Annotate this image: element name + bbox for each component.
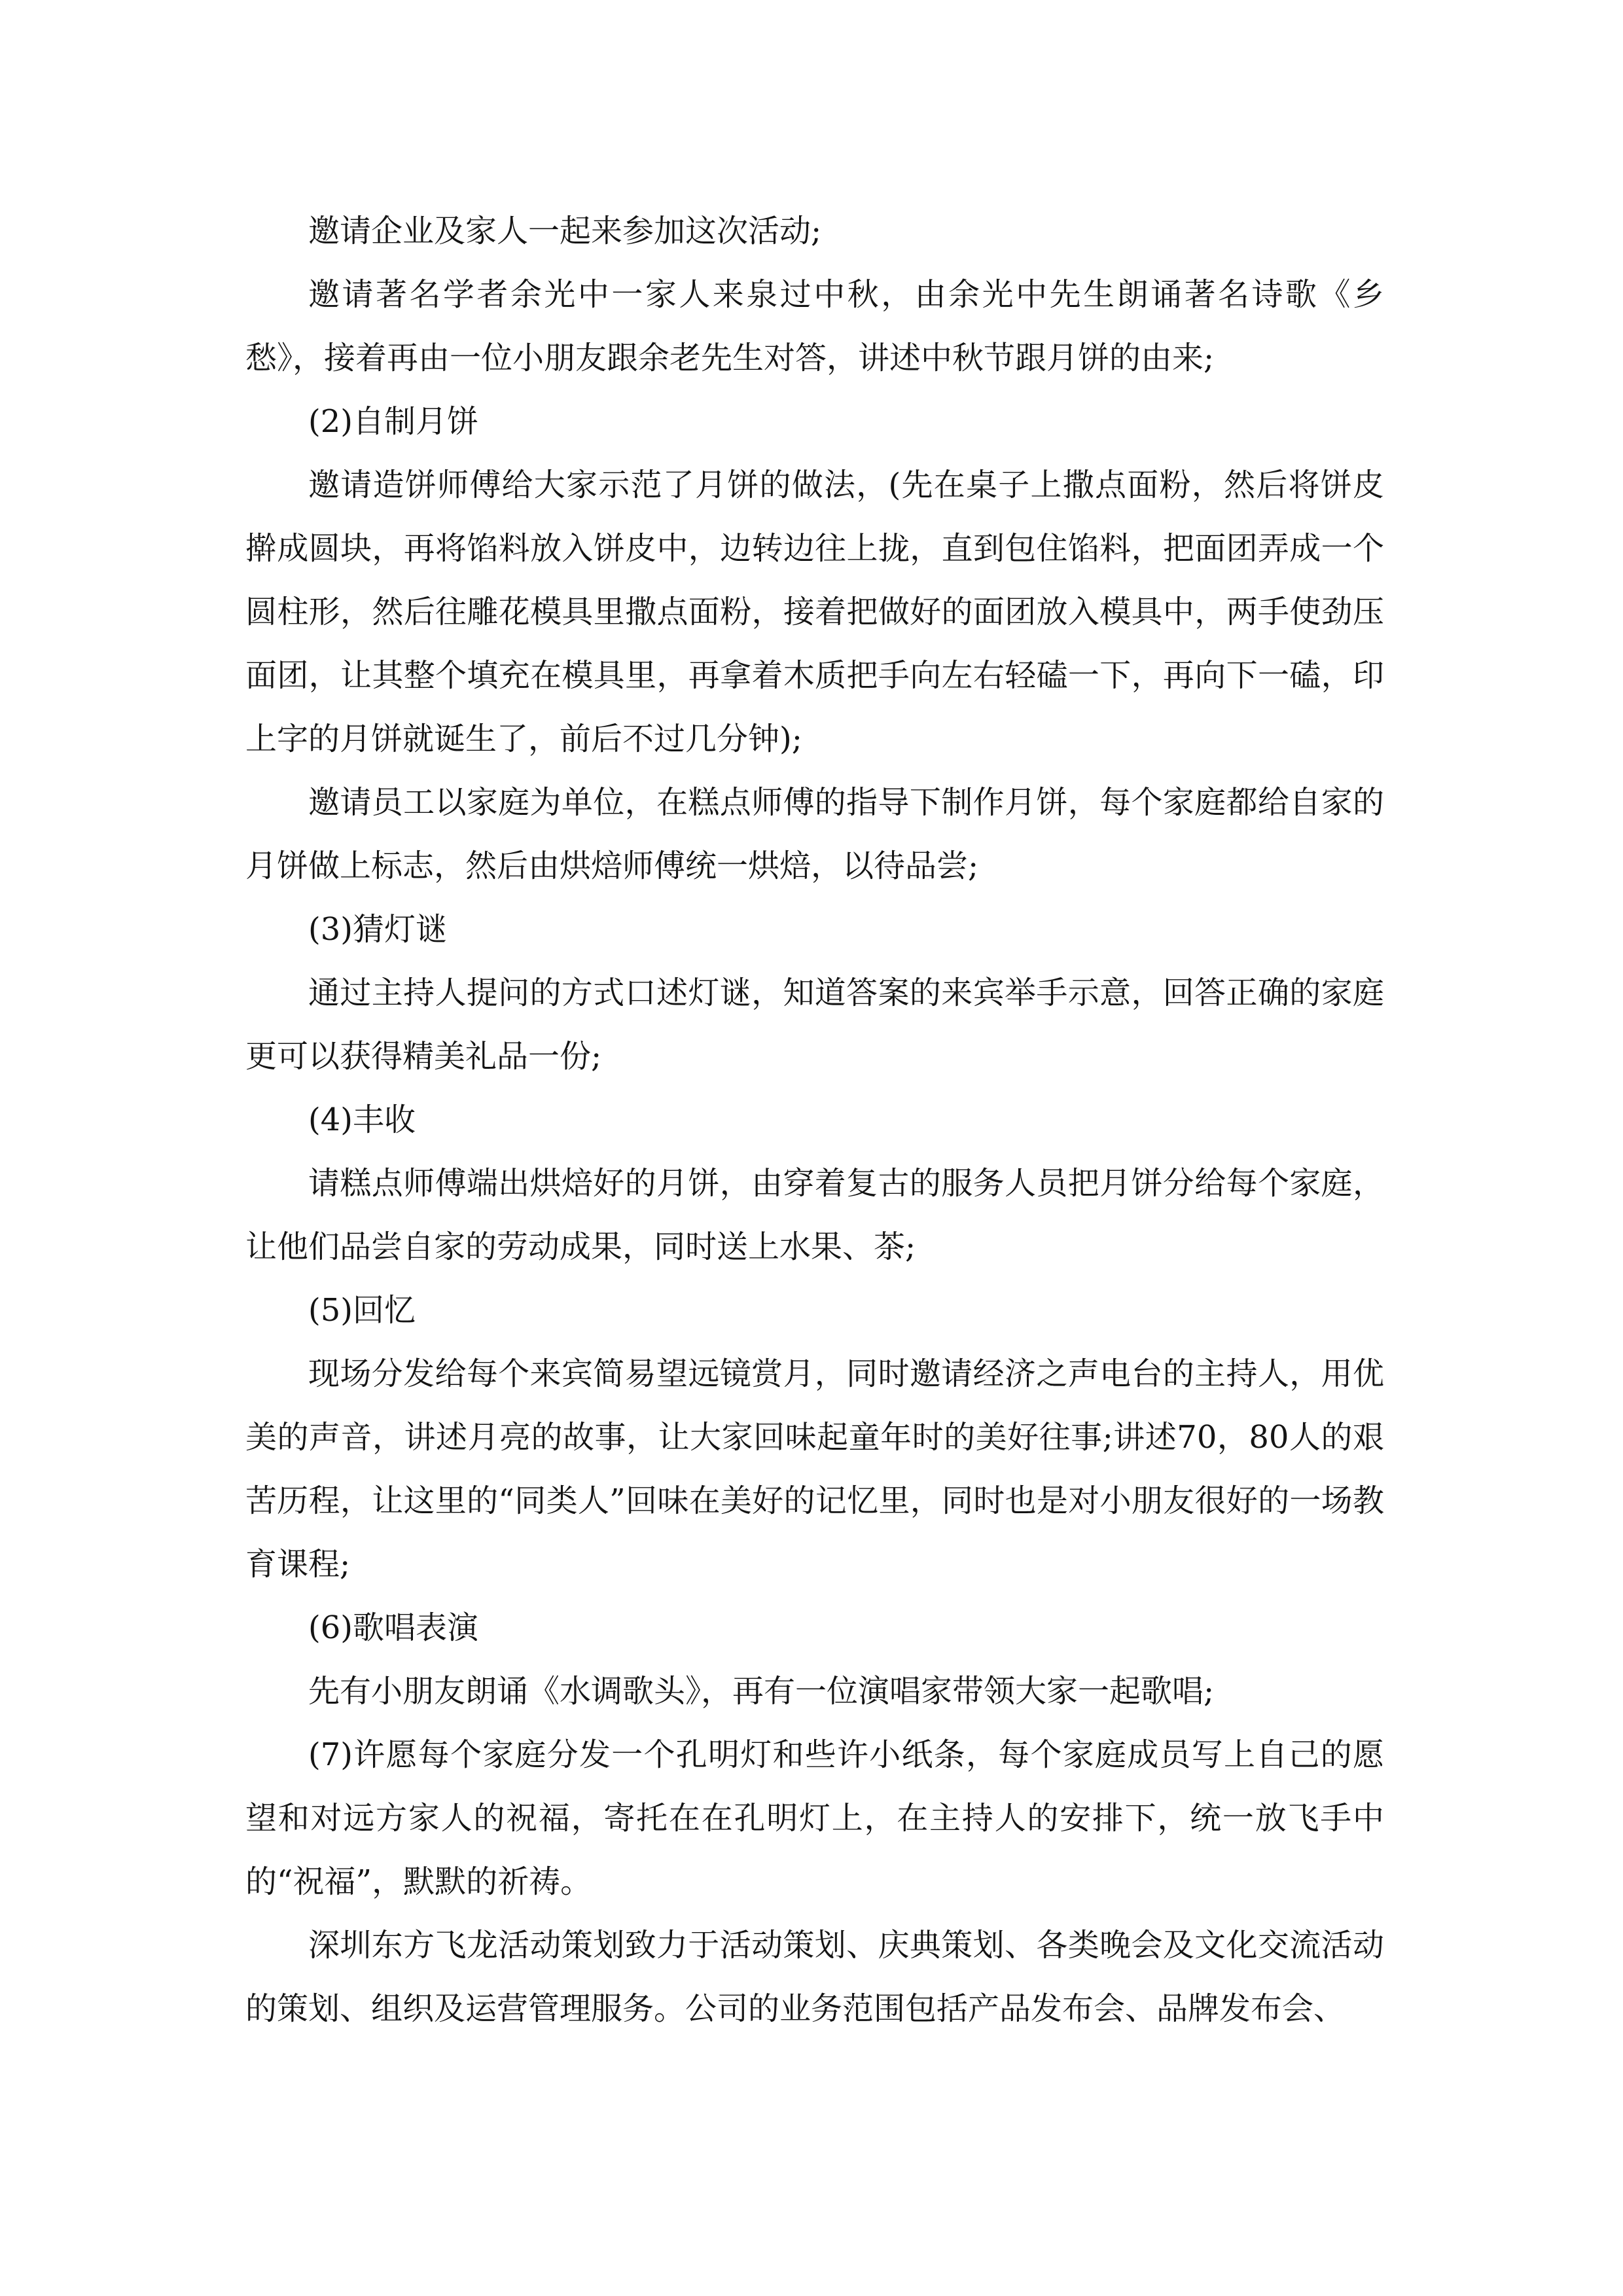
paragraph-company-intro: 深圳东方飞龙活动策划致力于活动策划、庆典策划、各类晚会及文化交流活动的策划、组织及运营管理服务。公司的业务范围包括产品发布会、品牌发布会、 [245,1927,1384,2027]
paragraph-harvest: 请糕点师傅端出烘焙好的月饼，由穿着复古的服务人员把月饼分给每个家庭，让他们品尝自家的劳动成果，同时送上水果、茶; [245,1165,1384,1265]
section-heading-singing: (6)歌唱表演 [308,1609,478,1646]
paragraph-poetry-recital: 邀请著名学者余光中一家人来泉过中秋，由余光中先生朗诵著名诗歌《乡愁》，接着再由一位小朋友跟余老先生对答，讲述中秋节跟月饼的由来; [245,276,1384,376]
section-heading-memories: (5)回忆 [308,1292,416,1329]
paragraph-invite-families: 邀请企业及家人一起来参加这次活动; [308,213,822,249]
paragraph-moon-viewing: 现场分发给每个来宾简易望远镜赏月，同时邀请经济之声电台的主持人，用优美的声音，讲述月亮的故事，让大家回味起童年时的美好往事;讲述70，80人的艰苦历程，让这里的“同类人”回味在美好的记忆里，同时也是对小朋友很好的一场教育课程; [245,1355,1384,1583]
section-heading-lantern-riddles: (3)猜灯谜 [308,911,447,948]
paragraph-riddles: 通过主持人提问的方式口述灯谜，知道答案的来宾举手示意，回答正确的家庭更可以获得精美礼品一份; [245,975,1384,1075]
paragraph-mooncake-demo: 邀请造饼师傅给大家示范了月饼的做法，(先在桌子上撒点面粉，然后将饼皮擀成圆块，再将馅料放入饼皮中，边转边往上拢，直到包住馅料，把面团弄成一个圆柱形，然后往雕花模具里撒点面粉，接着把做好的面团放入模具中，两手使劲压面团，让其整个填充在模具里，再拿着木质把手向左右轻磕一下，再向下一磕，印上字的月饼就诞生了，前后不过几分钟); [245,467,1384,757]
paragraph-wishing-lanterns: (7)许愿每个家庭分发一个孔明灯和些许小纸条，每个家庭成员写上自己的愿望和对远方家人的祝福，寄托在在孔明灯上，在主持人的安排下，统一放飞手中的“祝福”，默默的祈祷。 [245,1736,1384,1900]
section-heading-harvest: (4)丰收 [308,1102,416,1138]
section-heading-mooncake-making: (2)自制月饼 [308,403,478,440]
paragraph-singing: 先有小朋友朗诵《水调歌头》，再有一位演唱家带领大家一起歌唱; [308,1673,1215,1710]
document-body [245,200,1384,2041]
paragraph-family-baking: 邀请员工以家庭为单位，在糕点师傅的指导下制作月饼，每个家庭都给自家的月饼做上标志，然后由烘焙师傅统一烘焙，以待品尝; [245,784,1384,884]
